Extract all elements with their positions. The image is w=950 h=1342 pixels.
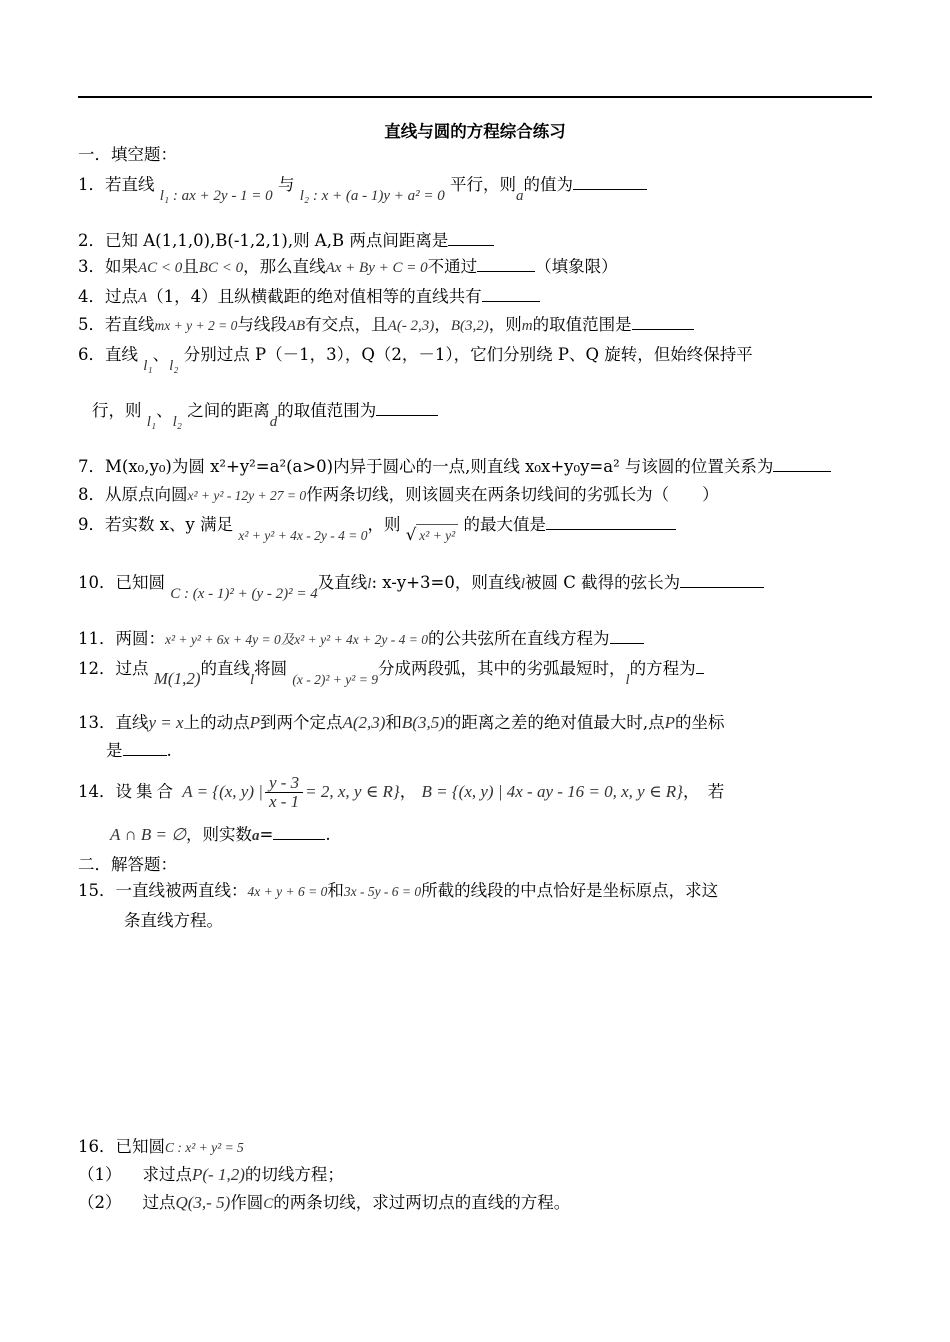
section-answer-heading: 二．解答题： xyxy=(78,855,177,874)
q16-text: 过点 xyxy=(142,1193,176,1212)
answer-blank[interactable] xyxy=(632,315,694,330)
q16-circle-c: C xyxy=(263,1196,274,1212)
q1-number: 1． xyxy=(78,175,105,194)
q14-text: 设集合 xyxy=(115,782,177,801)
q10-text: 已知圆 xyxy=(115,573,165,592)
q13-text: . xyxy=(166,741,172,760)
question-16 xyxy=(78,1136,244,1159)
q13-point-b: B(3,5) xyxy=(401,713,445,732)
question-16-part-2 xyxy=(78,1192,570,1215)
answer-blank[interactable] xyxy=(773,457,831,472)
q12-text: 的直线 xyxy=(200,659,250,678)
q6-text: 、 xyxy=(156,401,173,420)
question-6 xyxy=(78,344,753,374)
q3-formula: Ax + By + C = 0 xyxy=(325,260,428,276)
answer-blank[interactable] xyxy=(273,825,325,840)
q1-text: 的值为 xyxy=(523,175,573,194)
question-4 xyxy=(78,286,540,309)
q3-text: ，那么直线 xyxy=(243,257,326,276)
q9-sqrt: √ x² + y² xyxy=(406,525,458,544)
q1-text: 若直线 xyxy=(105,175,155,194)
q13-number: 13． xyxy=(78,713,116,732)
q5-number: 5． xyxy=(78,315,105,334)
q13-point-a: A(2,3) xyxy=(342,713,386,732)
question-13-cont xyxy=(106,740,172,762)
q2-text: 已知 A(1,1,0),B(-1,2,1),则 A,B 两点间距离是 xyxy=(105,231,449,250)
q10-text: : x-y+3=0，则直线 xyxy=(371,573,521,592)
q8-formula: x² + y² - 12y + 27 = 0 xyxy=(187,488,307,503)
q8-text: 从原点向圆 xyxy=(105,485,188,504)
answer-blank[interactable] xyxy=(680,573,764,588)
q1-text: 平行，则 xyxy=(449,175,516,194)
q16-text: 已知圆 xyxy=(115,1137,165,1156)
q6-number: 6． xyxy=(78,345,105,364)
q6-text: 之间的距离 xyxy=(187,401,270,420)
section-fill-heading: 一．填空题： xyxy=(78,145,177,164)
q16-point-p: P(- 1,2) xyxy=(191,1165,245,1184)
q1-text: 与 xyxy=(277,175,295,194)
q15-number: 15． xyxy=(78,881,116,900)
answer-blank[interactable] xyxy=(482,287,540,302)
q15-text: 一直线被两直线： xyxy=(115,881,248,900)
question-3 xyxy=(78,256,618,279)
q9-text: 若实数 x、y 满足 xyxy=(105,515,234,534)
q13-text: 到两个定点 xyxy=(259,713,343,732)
q15-text: 所截的线段的中点恰好是坐标原点，求这 xyxy=(421,881,719,900)
q3-formula: BC < 0 xyxy=(198,260,244,276)
q12-var-l: l xyxy=(625,672,630,688)
q16-point-q: Q(3,- 5) xyxy=(175,1193,231,1212)
q8-text: 作两条切线，则该圆夹在两条切线间的劣弧长为（ ） xyxy=(306,485,719,504)
q6-text: 分别过点 P（－1，3），Q（2，－1），它们分别绕 P、Q 旋转，但始终保持平 xyxy=(183,345,753,364)
question-11 xyxy=(78,628,644,651)
q10-text: 及直线 xyxy=(317,573,368,592)
q13-text: 的坐标 xyxy=(675,713,725,732)
header-rule xyxy=(78,96,872,98)
q14-set-a: A = {(x, y) | xyxy=(182,782,263,801)
q15-line-1: 4x + y + 6 = 0 xyxy=(247,884,328,899)
q6-line-l1: l₁ xyxy=(146,414,157,430)
q9-formula: x² + y² + 4x - 2y - 4 = 0 xyxy=(238,528,368,543)
q10-text: 被圆 C 截得的弦长为 xyxy=(525,573,681,592)
q14-text: ， 若 xyxy=(682,782,725,801)
answer-blank[interactable] xyxy=(448,231,494,246)
q10-formula: C : (x - 1)² + (y - 2)² = 4 xyxy=(170,586,318,602)
page-title: 直线与圆的方程综合练习 xyxy=(384,122,566,141)
q14-fraction xyxy=(265,774,303,811)
q16-text: 作圆 xyxy=(230,1193,264,1212)
q10-var-l: l xyxy=(520,576,525,592)
q6-line-l2: l₂ xyxy=(172,414,183,430)
q3-number: 3． xyxy=(78,257,105,276)
q5-text: ，则 xyxy=(488,315,522,334)
q3-text: 且 xyxy=(182,257,199,276)
q5-segment: AB xyxy=(286,318,306,334)
q7-text: M(x₀,y₀)为圆 x²+y²=a²(a>0)内异于圆心的一点,则直线 x₀x+y₀y=a² 与该圆的位置关系为 xyxy=(105,457,774,476)
fraction-denominator: x - 1 xyxy=(268,792,300,811)
q3-text: 不通过 xyxy=(427,257,478,276)
q10-var-l: l xyxy=(367,576,372,592)
q12-var-l: l xyxy=(249,672,255,688)
q9-radicand: x² + y² xyxy=(416,524,458,547)
q12-text: 将圆 xyxy=(254,659,288,678)
q4-number: 4． xyxy=(78,287,105,306)
q7-number: 7． xyxy=(78,457,105,476)
q9-text: 的最大值是 xyxy=(463,515,546,534)
q12-text: 分成两段弧，其中的劣弧最短时， xyxy=(377,659,626,678)
q5-text: 若直线 xyxy=(105,315,155,334)
q13-point-p: P xyxy=(249,713,260,732)
q5-text: 的取值范围是 xyxy=(532,315,632,334)
q4-point: A xyxy=(138,290,148,306)
q14-set-b: B = {(x, y) | 4x - ay - 16 = 0, x, y ∈ R} xyxy=(421,782,683,801)
q11-number: 11． xyxy=(78,629,116,648)
question-14 xyxy=(78,772,724,812)
q15-text: 条直线方程。 xyxy=(124,911,223,930)
question-12 xyxy=(78,658,704,688)
question-9 xyxy=(78,514,676,544)
q5-var-m: m xyxy=(521,318,533,334)
q11-formula: x² + y² + 6x + 4y = 0及x² + y² + 4x + 2y - 4 = 0 xyxy=(165,632,428,647)
q5-point-b: B(3,2) xyxy=(450,318,489,334)
answer-blank[interactable] xyxy=(376,401,438,416)
answer-blank[interactable] xyxy=(477,257,535,272)
question-1 xyxy=(78,174,647,204)
q13-line: y = x xyxy=(148,713,184,732)
q12-number: 12． xyxy=(78,659,116,678)
q5-point-a: A(- 2,3) xyxy=(387,318,435,334)
q13-text: 上的动点 xyxy=(183,713,250,732)
q1-formula-l1: l₁ : ax + 2y - 1 = 0 xyxy=(159,188,273,204)
q13-text: 的距离之差的绝对值最大时,点 xyxy=(444,713,665,732)
q13-text: 是 xyxy=(106,741,123,760)
q14-number: 14． xyxy=(78,782,116,801)
answer-blank[interactable] xyxy=(546,515,676,530)
q14-var-a: a xyxy=(252,828,260,844)
q14-text: = xyxy=(259,825,274,844)
q16-number: 16． xyxy=(78,1137,116,1156)
q12-circle: (x - 2)² + y² = 9 xyxy=(292,672,378,687)
q3-formula: AC < 0 xyxy=(138,260,183,276)
q16-circle: C : x² + y² = 5 xyxy=(165,1140,244,1155)
part-label: （2） xyxy=(78,1193,122,1212)
q6-text: 行，则 xyxy=(92,401,142,420)
q5-formula: mx + y + 2 = 0 xyxy=(154,318,238,333)
q14-text: ， xyxy=(399,782,417,801)
answer-blank[interactable] xyxy=(610,629,644,644)
q5-text: 有交点，且 xyxy=(305,315,388,334)
part-label: （1） xyxy=(78,1165,122,1184)
q14-text: ，则实数 xyxy=(186,825,253,844)
q5-text: ， xyxy=(434,315,451,334)
question-7 xyxy=(78,456,831,478)
q5-text: 与线段 xyxy=(237,315,287,334)
q6-text: 的取值范围为 xyxy=(277,401,377,420)
answer-blank[interactable] xyxy=(573,175,647,190)
q11-text: 的公共弦所在直线方程为 xyxy=(428,629,610,648)
fraction-numerator: y - 3 xyxy=(265,774,303,793)
q13-point-p: P xyxy=(664,713,676,732)
question-16-part-1 xyxy=(78,1164,344,1186)
question-15-cont xyxy=(124,910,223,932)
q16-text: 的切线方程； xyxy=(244,1165,344,1184)
q6-line-l1: l₁ xyxy=(143,358,153,374)
question-13 xyxy=(78,712,725,734)
q12-text: 的方程为 xyxy=(629,659,696,678)
q11-text: 两圆： xyxy=(115,629,165,648)
q3-text: 如果 xyxy=(105,257,138,276)
question-5 xyxy=(78,314,694,337)
question-10 xyxy=(78,572,764,602)
answer-blank[interactable] xyxy=(696,659,704,674)
question-15 xyxy=(78,880,718,903)
q10-number: 10． xyxy=(78,573,116,592)
q13-text: 直线 xyxy=(115,713,149,732)
q14-text: . xyxy=(325,825,331,844)
q9-text: ，则 xyxy=(367,515,401,534)
question-2 xyxy=(78,230,494,252)
q4-text: （1，4）且纵横截距的绝对值相等的直线共有 xyxy=(147,287,482,306)
q3-text: （填象限） xyxy=(535,257,618,276)
q16-text: 求过点 xyxy=(142,1165,192,1184)
q6-text: 、 xyxy=(152,345,170,364)
q4-text: 过点 xyxy=(105,287,138,306)
q6-text: 直线 xyxy=(105,345,138,364)
question-8 xyxy=(78,484,719,507)
q14-set-a: = 2, x, y ∈ R} xyxy=(305,782,400,801)
q12-text: 过点 xyxy=(115,659,149,678)
q13-text: 和 xyxy=(385,713,402,732)
question-14-cont xyxy=(110,824,331,847)
q15-text: 和 xyxy=(327,881,344,900)
q6-var-d: d xyxy=(269,414,278,430)
q2-number: 2． xyxy=(78,231,105,250)
q12-point-m: M(1,2) xyxy=(153,669,201,688)
q8-number: 8． xyxy=(78,485,105,504)
q15-line-2: 3x - 5y - 6 = 0 xyxy=(343,884,422,899)
q16-text: 的两条切线，求过两切点的直线的方程。 xyxy=(273,1193,571,1212)
q9-number: 9． xyxy=(78,515,105,534)
question-6-cont xyxy=(92,400,438,430)
q1-var-a: a xyxy=(515,188,524,204)
q6-line-l2: l₂ xyxy=(169,358,179,374)
answer-blank[interactable] xyxy=(123,741,167,756)
q1-formula-l2: l₂ : x + (a - 1)y + a² = 0 xyxy=(299,188,445,204)
q14-intersection: A ∩ B = ∅ xyxy=(110,825,187,844)
